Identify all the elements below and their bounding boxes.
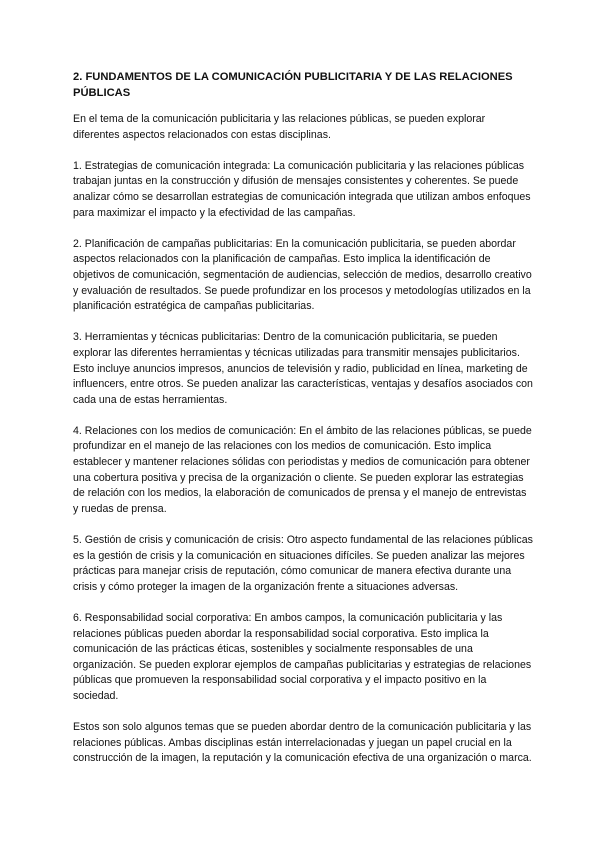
section-title: 2. FUNDAMENTOS DE LA COMUNICACIÓN PUBLICITARIA Y DE LAS RELACIONES PÚBLICAS [73, 71, 513, 99]
closing-paragraph: Estos son solo algunos temas que se pueden abordar dentro de la comunicación publicitaria y las relaciones públicas. Ambas disciplinas están interrelacionadas y juegan un papel crucial en la construcción de la imagen, la reputación y la comunicación efectiva de una organización o marca. [73, 721, 532, 765]
document-page [73, 70, 533, 783]
paragraph-campaign-planning: 2. Planificación de campañas publicitarias: En la comunicación publicitaria, se pueden abordar aspectos relacionados con la planificación de campañas. Esto implica la identificación de objetivos de comunicación, segmentación de audiencias, selección de medios, desarrollo creativo y evaluación de resultados. Se puede profundizar en los procesos y metodologías utilizados en la planificación estratégica de campañas publicitarias. [73, 237, 532, 313]
paragraph-integrated-communication: 1. Estrategias de comunicación integrada: La comunicación publicitaria y las relaciones públicas trabajan juntas en la construcción y difusión de mensajes consistentes y coherentes. Se puede analizar cómo se desarrollan estrategias de comunicación integrada que utilizan ambos enfoques para maximizar el impacto y la efectividad de las campañas. [73, 159, 531, 219]
paragraph-csr: 6. Responsabilidad social corporativa: En ambos campos, la comunicación publicitaria y las relaciones públicas pueden abordar la responsabilidad social corporativa. Esto implica la comunicación de las prácticas éticas, sostenibles y socialmente responsables de una organización. Se pueden explorar ejemplos de campañas publicitarias y estrategias de relaciones públicas que promueven la responsabilidad social corporativa y el impacto positivo en la sociedad. [73, 612, 532, 702]
paragraph-crisis-management: 5. Gestión de crisis y comunicación de crisis: Otro aspecto fundamental de las relaciones públicas es la gestión de crisis y la comunicación en situaciones difíciles. Se pueden analizar las mejores prácticas para manejar crisis de reputación, cómo comunicar de manera efectiva durante una crisis y cómo proteger la imagen de la organización frente a situaciones adversas. [73, 534, 533, 593]
paragraph-media-relations: 4. Relaciones con los medios de comunicación: En el ámbito de las relaciones públicas, se puede profundizar en el manejo de las relaciones con los medios de comunicación. Esto implica establecer y mantener relaciones sólidas con periodistas y medios de comunicación para obtener una cobertura positiva y precisa de la organización o cliente. Se pueden explorar las estrategias de relación con los medios, la elaboración de comunicados de prensa y el manejo de entrevistas y ruedas de prensa. [73, 424, 532, 515]
paragraph-advertising-tools: 3. Herramientas y técnicas publicitarias: Dentro de la comunicación publicitaria, se pueden explorar las diferentes herramientas y técnicas utilizadas para transmitir mensajes publicitarios. Esto incluye anuncios impresos, anuncios de televisión y radio, publicidad en línea, marketing de influencers, entre otros. Se pueden analizar las características, ventajas y desafíos asociados con cada una de estas herramientas. [73, 331, 533, 406]
intro-paragraph: En el tema de la comunicación publicitaria y las relaciones públicas, se pueden explorar diferentes aspectos relacionados con estas disciplinas. [73, 113, 486, 141]
